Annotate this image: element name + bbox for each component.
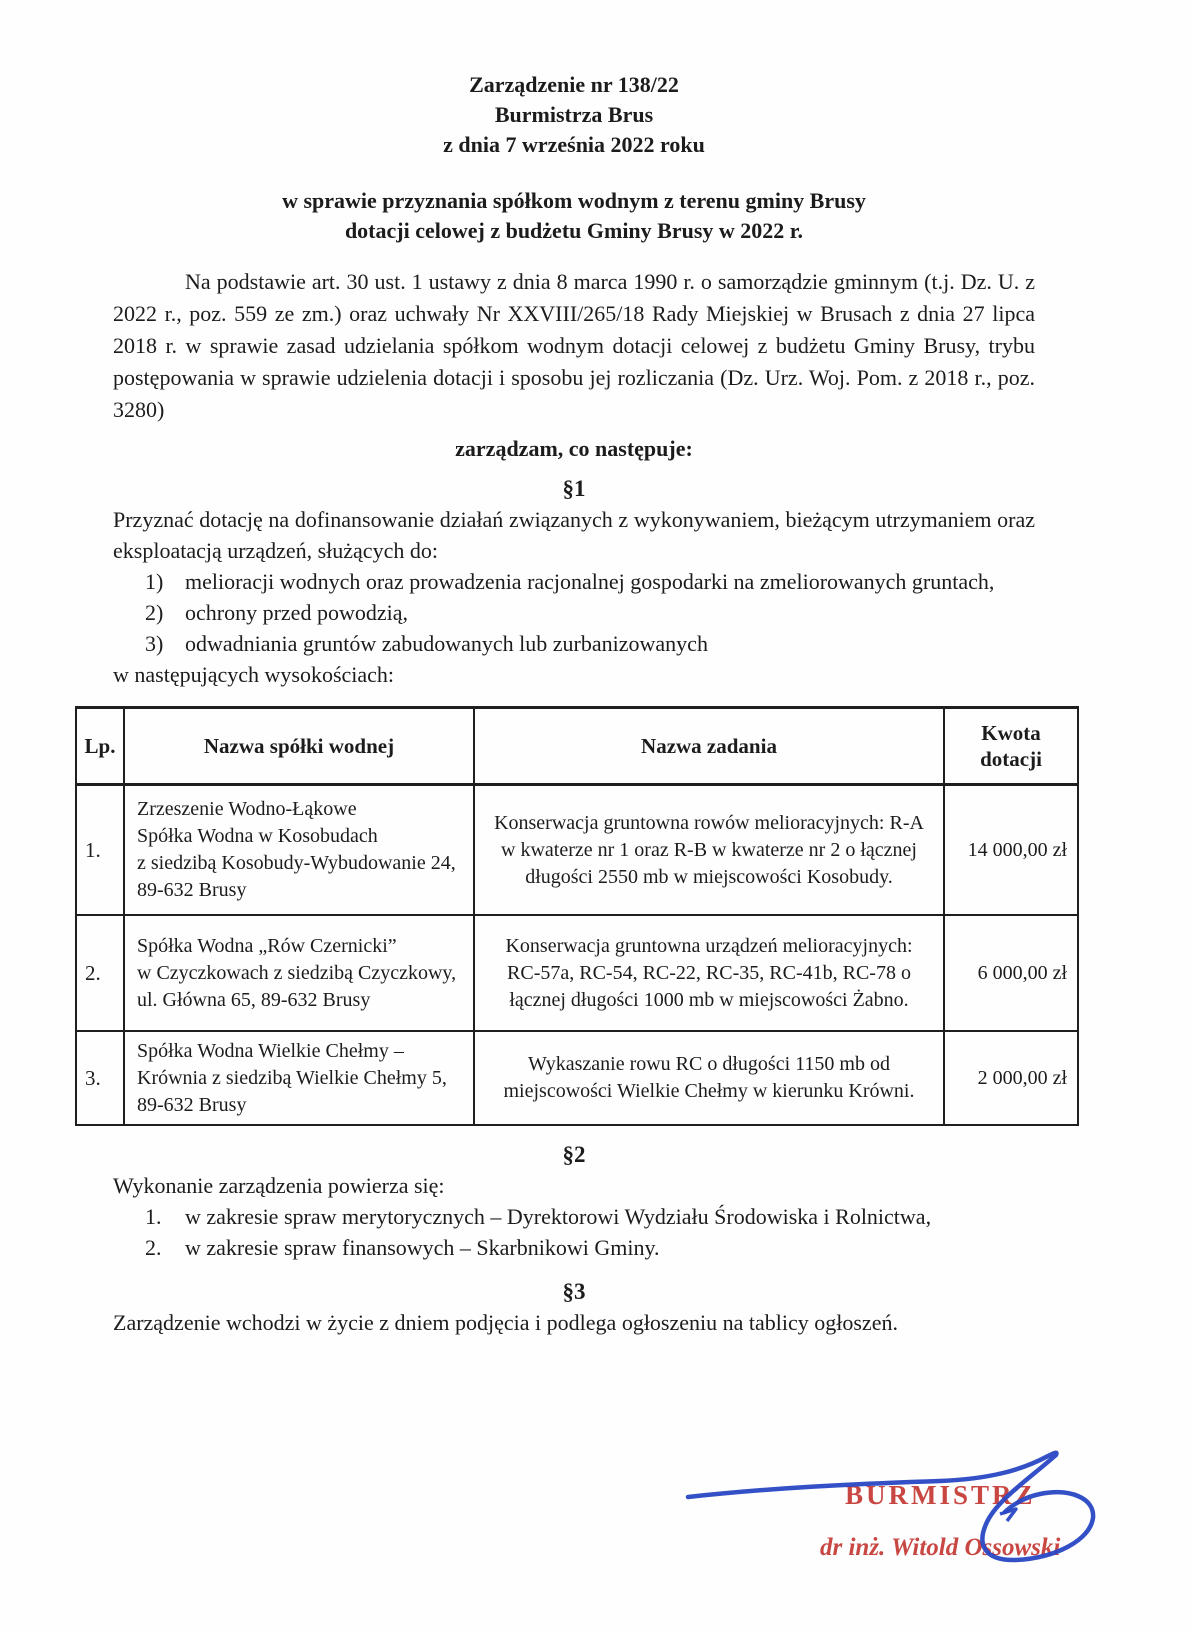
section3-paragraph: Zarządzenie wchodzi w życie z dniem podjęcia i podlega ogłoszeniu na tablicy ogłoszeń. <box>113 1310 898 1335</box>
legal-basis-paragraph: Na podstawie art. 30 ust. 1 ustawy z dnia 8 marca 1990 r. o samorządzie gminnym (t.j. Dz. U. z 2022 r., poz. 559 ze zm.) oraz uchwały Nr XXVIII/265/18 Rady Miejskiej w Brusach z dnia 27 lipca 2018 r. w sprawie zasad udzielania spółkom wodnym dotacji celowej z budżetu Gminy Brusy, trybu postępowania w sprawie udzielenia dotacji i sposobu jej rozliczania (Dz. Urz. Woj. Pom. z 2018 r., poz. 3280) <box>113 269 1035 422</box>
section1-heading: §1 <box>562 476 586 501</box>
table-header-amount <box>944 708 1078 785</box>
company-name-cell <box>124 915 474 1031</box>
list-item-text: ochrony przed powodzią, <box>185 600 408 625</box>
table-header-company: Nazwa spółki wodnej <box>124 708 474 785</box>
row-number-cell: 1. <box>76 785 124 916</box>
amount-cell: 6 000,00 zł <box>944 915 1078 1031</box>
title-line: Zarządzenie nr 138/22 <box>469 72 679 97</box>
company-line: Spółka Wodna Wielkie Chełmy – <box>137 1039 404 1062</box>
signature-stroke <box>688 1453 1093 1560</box>
company-line: ul. Główna 65, 89-632 Brusy <box>137 988 371 1011</box>
document-body <box>84 0 1067 1338</box>
list-item <box>113 566 1035 597</box>
list-item-marker: 1) <box>145 569 164 594</box>
company-line: 89-632 Brusy <box>137 879 247 901</box>
mayor-stamp-name: dr inż. Witold Ossowski <box>820 1534 1061 1561</box>
table-header-task: Nazwa zadania <box>474 708 944 785</box>
section1-intro: Przyznać dotację na dofinansowanie działań związanych z wykonywaniem, bieżącym utrzymaniem oraz eksploatacją urządzeń, służących do: <box>113 507 1035 563</box>
list-item-marker: 3) <box>145 631 164 656</box>
task-cell: Konserwacja gruntowna urządzeń melioracyjnych: RC-57a, RC-54, RC-22, RC-35, RC-41b, RC-78 o łącznej długości 1000 mb w miejscowości Żabno. <box>474 915 944 1031</box>
section1-outro: w następujących wysokościach: <box>113 662 395 687</box>
company-line: Spółka Wodna „Rów Czernicki” <box>137 934 397 957</box>
amount-cell: 14 000,00 zł <box>944 785 1078 916</box>
subject-line: dotacji celowej z budżetu Gminy Brusy w 2022 r. <box>344 218 804 243</box>
section2-heading: §2 <box>562 1142 586 1167</box>
list-item <box>113 597 1035 628</box>
table-header-lp: Lp. <box>76 708 124 785</box>
title-line: z dnia 7 września 2022 roku <box>443 132 705 157</box>
section2-intro: Wykonanie zarządzenia powierza się: <box>113 1173 445 1198</box>
table-header-row <box>76 708 1078 785</box>
list-item-marker: 2) <box>145 600 164 625</box>
list-item-marker: 2. <box>145 1235 162 1260</box>
company-name-cell <box>124 785 474 916</box>
company-line: 89-632 Brusy <box>137 1093 247 1116</box>
list-item-text: w zakresie spraw merytorycznych – Dyrektorowi Wydziału Środowiska i Rolnictwa, <box>185 1204 932 1229</box>
table-row <box>76 785 1078 916</box>
company-line: Zrzeszenie Wodno-Łąkowe <box>137 798 357 820</box>
task-cell: Konserwacja gruntowna rowów melioracyjnych: R-A w kwaterze nr 1 oraz R-B w kwaterze nr 2 o łącznej długości 2550 mb w miejscowości Kosobudy. <box>474 785 944 916</box>
signature-tick <box>1000 1509 1016 1521</box>
list-item <box>113 1201 1035 1232</box>
list-item-marker: 1. <box>145 1204 162 1229</box>
ordinance-title <box>113 0 1035 160</box>
list-item-text: odwadniania gruntów zabudowanych lub zurbanizowanych <box>185 631 708 656</box>
list-item-text: melioracji wodnych oraz prowadzenia racjonalnej gospodarki na zmeliorowanych gruntach, <box>185 569 995 594</box>
row-number-cell: 2. <box>76 915 124 1031</box>
mayor-stamp-title: BURMISTRZ <box>845 1480 1036 1510</box>
table-header-amount-line: Kwota <box>981 721 1041 745</box>
grants-table <box>75 706 1079 1126</box>
amount-cell: 2 000,00 zł <box>944 1031 1078 1125</box>
pen-signature-icon <box>650 1430 1120 1600</box>
company-line: w Czyczkowach z siedzibą Czyczkowy, <box>137 961 457 984</box>
row-number-cell: 3. <box>76 1031 124 1125</box>
subject-line: w sprawie przyznania spółkom wodnym z terenu gminy Brusy <box>282 188 866 213</box>
ordinance-subject <box>113 186 1035 246</box>
list-item <box>113 628 1035 659</box>
task-cell: Wykaszanie rowu RC o długości 1150 mb od miejscowości Wielkie Chełmy w kierunku Krówni. <box>474 1031 944 1125</box>
list-item-text: w zakresie spraw finansowych – Skarbnikowi Gminy. <box>185 1235 660 1260</box>
table-row <box>76 915 1078 1031</box>
section3-heading: §3 <box>562 1279 586 1304</box>
ordering-clause: zarządzam, co następuje: <box>455 436 693 461</box>
list-item <box>113 1232 1035 1263</box>
company-line: z siedzibą Kosobudy-Wybudowanie 24, <box>137 852 456 874</box>
table-header-amount-line: dotacji <box>980 747 1042 771</box>
title-line: Burmistrza Brus <box>494 102 654 127</box>
company-line: Spółka Wodna w Kosobudach <box>137 825 378 847</box>
table-row <box>76 1031 1078 1125</box>
company-name-cell <box>124 1031 474 1125</box>
company-line: Krównia z siedzibą Wielkie Chełmy 5, <box>137 1066 447 1089</box>
